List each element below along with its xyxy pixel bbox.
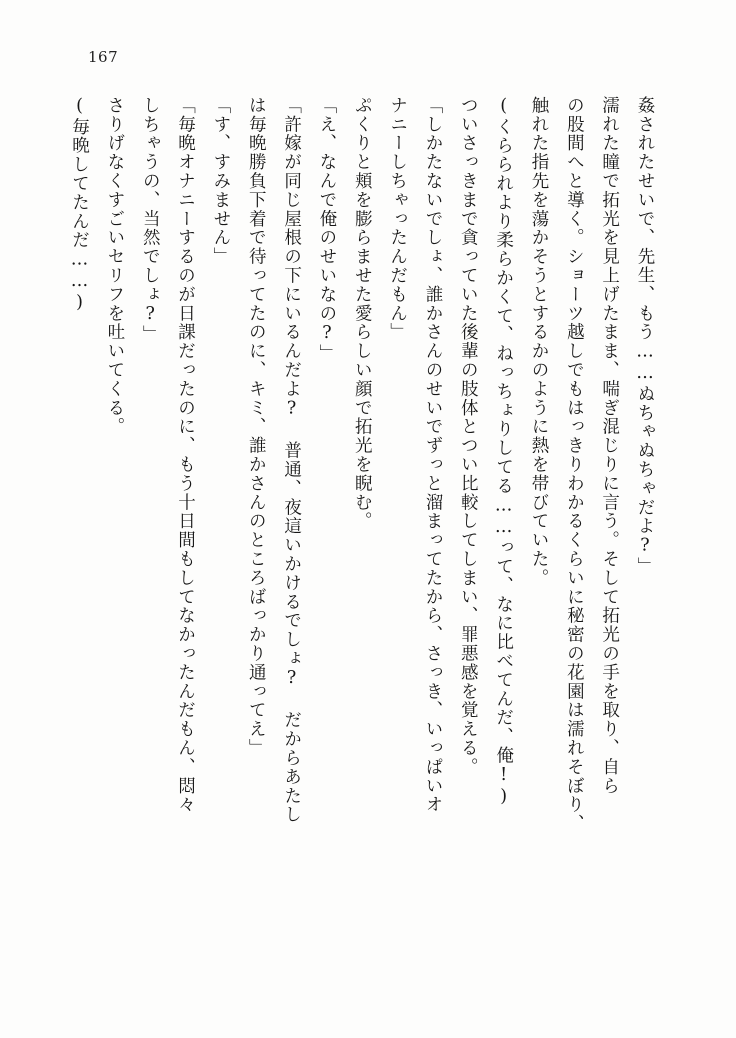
text-line: ぷくりと頬を膨らませた愛らしい顔で拓光を睨む。 (352, 96, 373, 531)
text-line: さりげなくすごいセリフを吐いてくる。 (104, 96, 125, 437)
text-line: の股間へと導く。ショーツ越しでもはっきりわかるくらいに秘密の花園は濡れそぼり、 (564, 96, 585, 834)
text-line: ナニーしちゃったんだもん」 (387, 96, 408, 342)
text-line: (くらられより柔らかくて、ねっちょりしてる……って、なに比べてんだ、俺!) (493, 96, 514, 808)
text-line: は毎晩勝負下着で待ってたのに、キミ、誰かさんのところばっかり通ってえ」 (246, 96, 267, 758)
text-line: ついさっきまで貪っていた後輩の肢体とつい比較してしまい、罪悪感を覚える。 (458, 96, 479, 777)
text-line: 「え、なんで俺のせいなの?」 (316, 96, 337, 364)
page-body-text (69, 96, 662, 966)
text-line: 濡れた瞳で拓光を見上げたまま、喘ぎ混じりに言う。そして拓光の手を取り、自ら (599, 96, 620, 796)
text-line: しちゃうの、当然でしょ?」 (140, 96, 161, 345)
text-line: 触れた指先を蕩かそうとするかのように熱を帯びていた。 (528, 96, 549, 588)
text-line: 「許嫁が同じ屋根の下にいるんだよ? 普通、夜這いかけるでしょ? だからあたし (281, 96, 302, 825)
text-line: 姦されたせいで、先生、もう……ぬちゃぬちゃだよ?」 (635, 96, 655, 576)
text-line: 「しかたないでしょ、誰かさんのせいでずっと溜まってたから、さっき、いっぱいオ (422, 96, 443, 815)
page-number: 167 (88, 48, 119, 66)
text-line: 「毎晩オナニーするのが日課だったのに、もう十日間もしてなかったんだもん、悶々 (175, 96, 196, 815)
text-line: (毎晩してたんだ……) (69, 96, 90, 314)
text-line: 「す、すみません」 (210, 96, 231, 267)
